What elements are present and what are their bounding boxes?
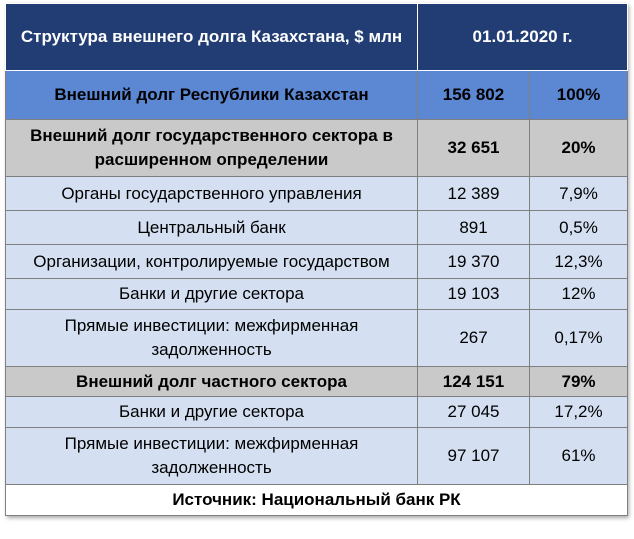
table-row <box>6 367 628 397</box>
row-label: Банки и другие сектора <box>6 397 418 428</box>
row-label: Органы государственного управления <box>6 177 418 211</box>
row-share: 0,5% <box>530 211 628 245</box>
row-value: 891 <box>418 211 530 245</box>
row-value: 97 107 <box>418 428 530 485</box>
row-value: 19 370 <box>418 245 530 279</box>
row-label: Внешний долг Республики Казахстан <box>6 71 418 120</box>
table-row <box>6 245 628 279</box>
row-value: 156 802 <box>418 71 530 120</box>
table-row <box>6 310 628 367</box>
table-row <box>6 279 628 310</box>
table-row <box>6 211 628 245</box>
row-value: 124 151 <box>418 367 530 397</box>
row-label: Прямые инвестиции: межфирменная задолженность <box>6 428 418 485</box>
table-header-row <box>6 4 628 71</box>
table-row <box>6 177 628 211</box>
table-date: 01.01.2020 г. <box>418 4 628 71</box>
row-value: 27 045 <box>418 397 530 428</box>
row-value: 267 <box>418 310 530 367</box>
row-label: Банки и другие сектора <box>6 279 418 310</box>
row-label: Организации, контролируемые государством <box>6 245 418 279</box>
row-share: 12,3% <box>530 245 628 279</box>
row-share: 17,2% <box>530 397 628 428</box>
row-label: Центральный банк <box>6 211 418 245</box>
table-row <box>6 397 628 428</box>
row-share: 100% <box>530 71 628 120</box>
table-row <box>6 120 628 177</box>
table-title: Структура внешнего долга Казахстана, $ млн <box>6 4 418 71</box>
external-debt-table <box>5 3 628 516</box>
row-share: 0,17% <box>530 310 628 367</box>
row-label: Внешний долг частного сектора <box>6 367 418 397</box>
row-share: 20% <box>530 120 628 177</box>
row-label: Прямые инвестиции: межфирменная задолженность <box>6 310 418 367</box>
table-row <box>6 71 628 120</box>
row-value: 19 103 <box>418 279 530 310</box>
table-row <box>6 428 628 485</box>
row-share: 12% <box>530 279 628 310</box>
row-share: 61% <box>530 428 628 485</box>
row-share: 79% <box>530 367 628 397</box>
external-debt-table-container <box>5 3 627 516</box>
table-source-row <box>6 485 628 516</box>
row-share: 7,9% <box>530 177 628 211</box>
row-value: 32 651 <box>418 120 530 177</box>
source-note: Источник: Национальный банк РК <box>6 485 628 516</box>
row-value: 12 389 <box>418 177 530 211</box>
row-label: Внешний долг государственного сектора в расширенном определении <box>6 120 418 177</box>
